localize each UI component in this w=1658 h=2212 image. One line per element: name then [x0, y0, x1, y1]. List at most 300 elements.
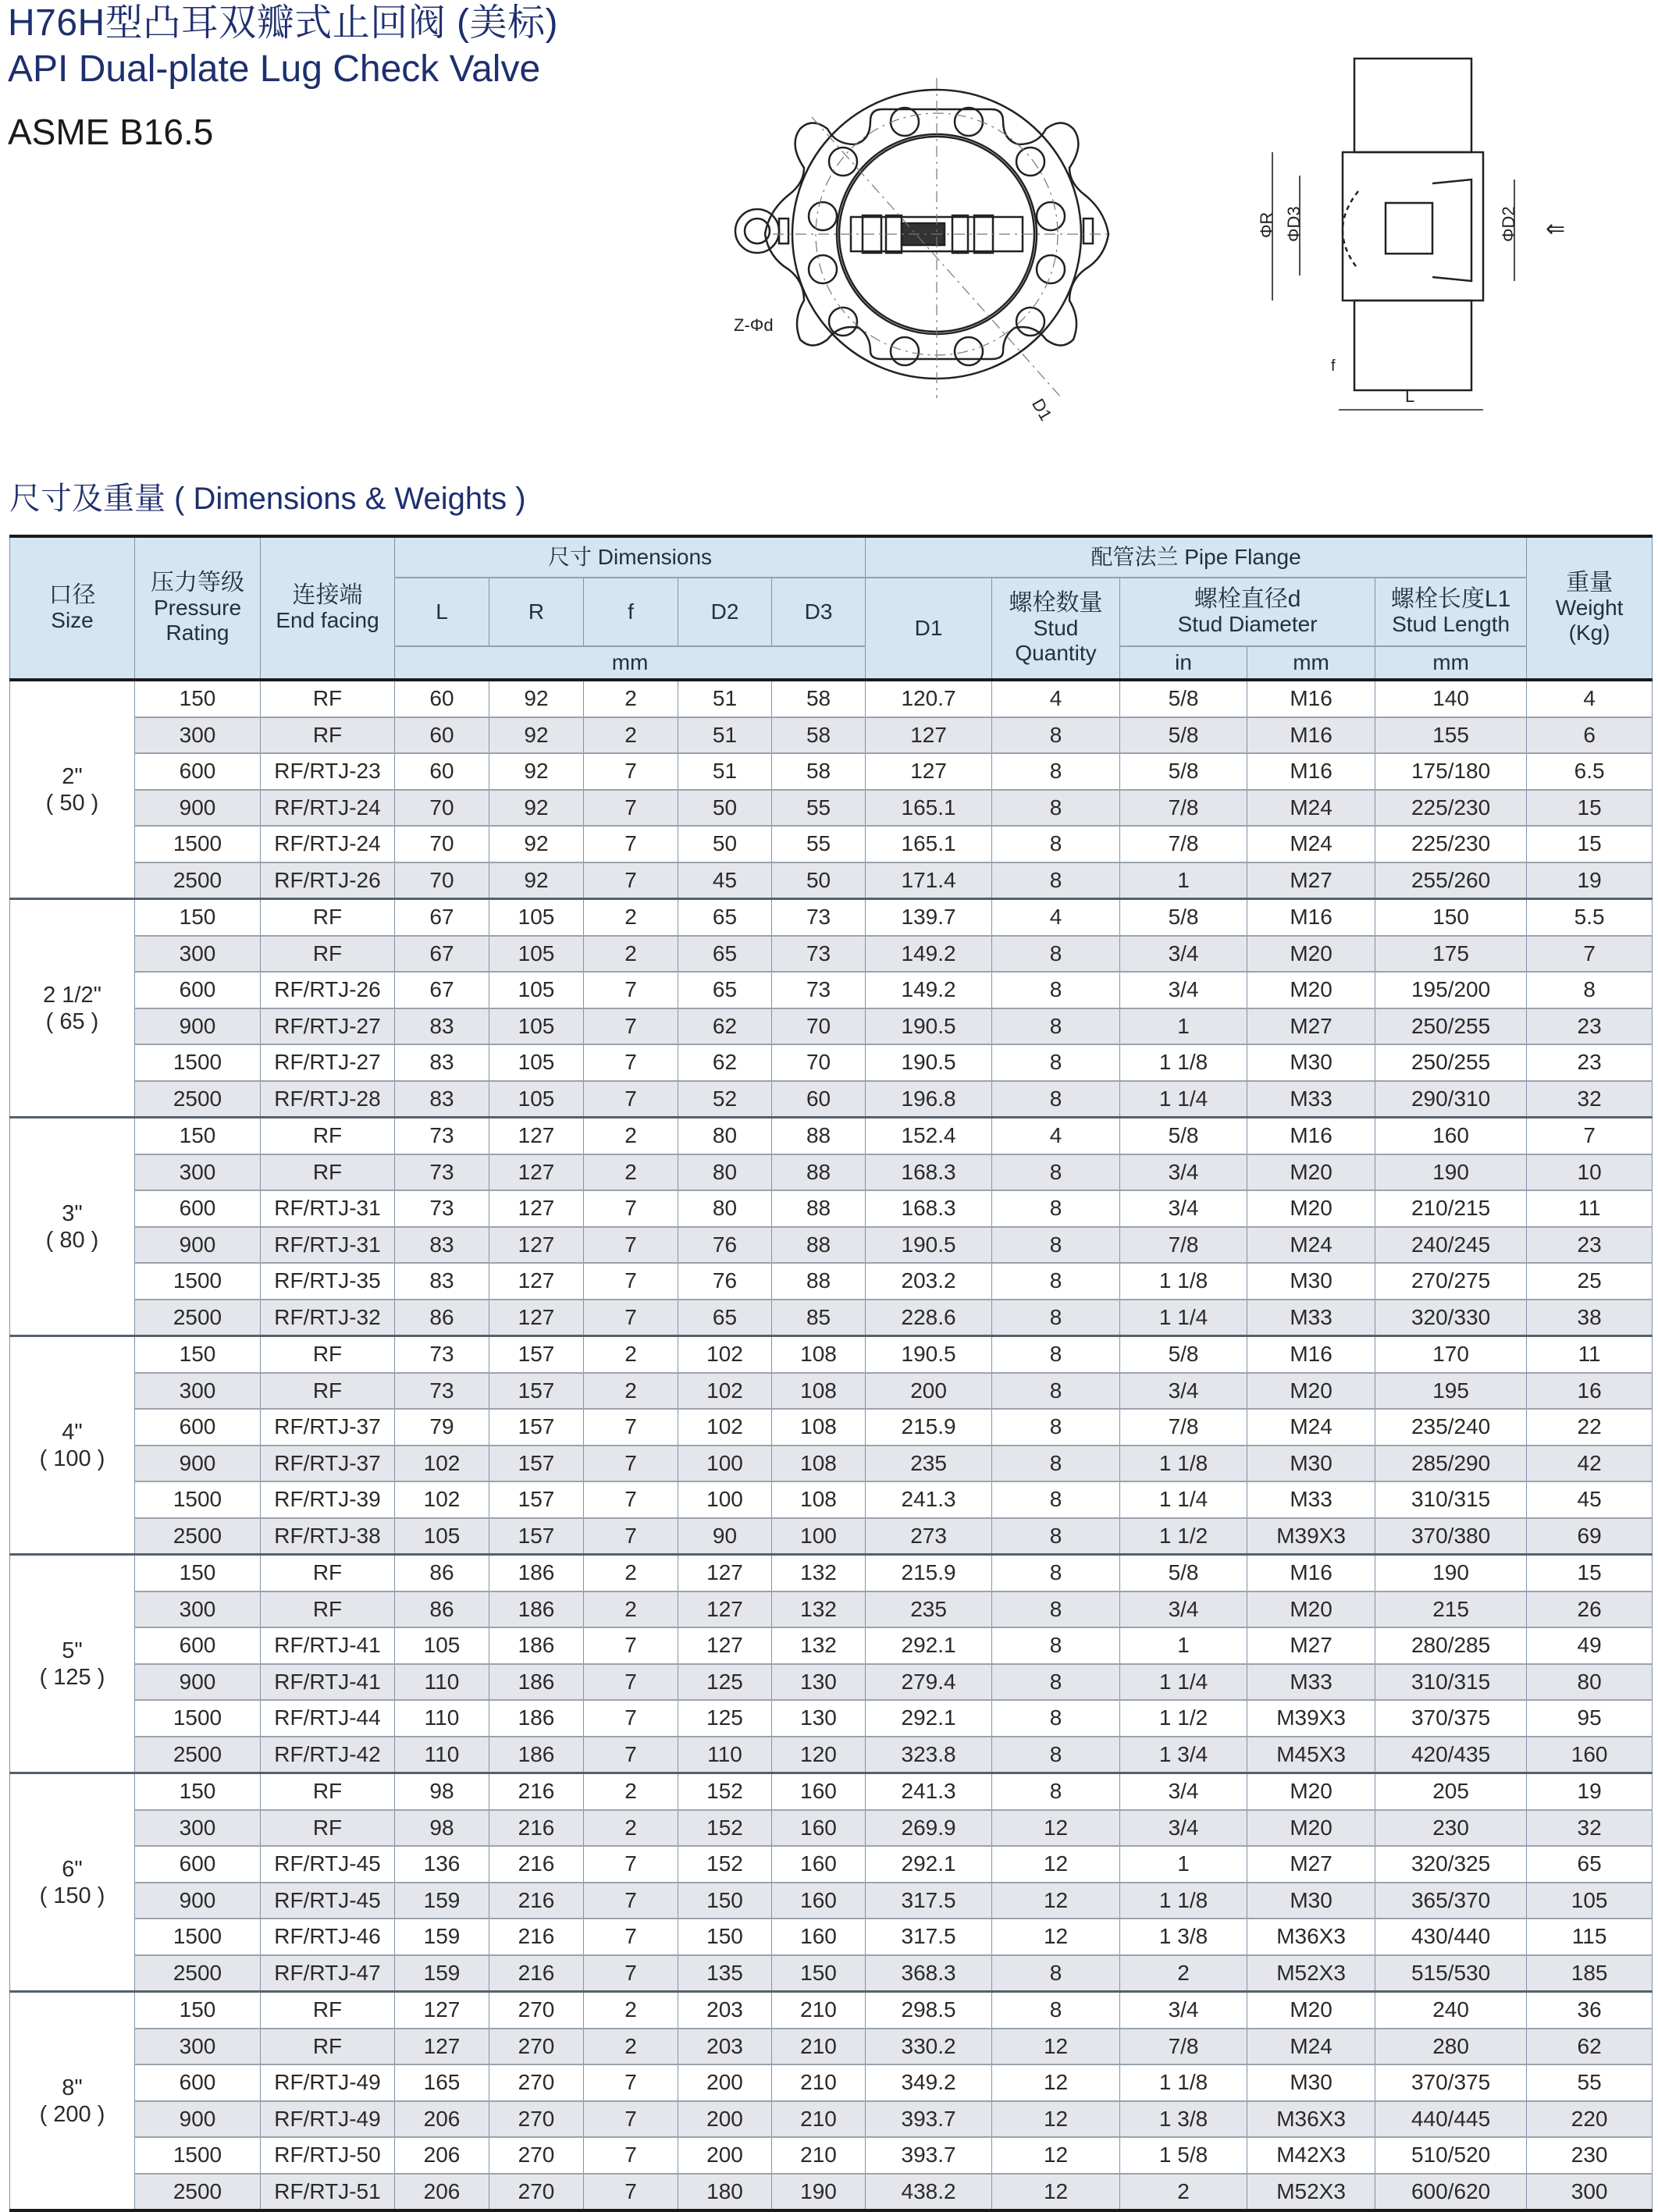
f-cell: 2 — [584, 1591, 678, 1628]
R-cell: 186 — [489, 1664, 584, 1701]
weight-cell: 19 — [1527, 862, 1653, 899]
D3-cell: 130 — [772, 1700, 866, 1737]
table-row — [10, 1081, 1653, 1118]
D1-cell: 165.1 — [866, 826, 992, 862]
header-stud-diameter: 螺栓直径d Stud Diameter — [1120, 578, 1375, 646]
D1-cell: 323.8 — [866, 1737, 992, 1773]
stud-dia-in-cell: 1 — [1120, 862, 1247, 899]
D2-cell: 76 — [678, 1227, 772, 1264]
stud-dia-in-cell: 3/4 — [1120, 1992, 1247, 2029]
f-cell: 2 — [584, 1773, 678, 1810]
D1-cell: 317.5 — [866, 1919, 992, 1955]
header-stud-length-unit: mm — [1375, 646, 1527, 680]
R-cell: 127 — [489, 1300, 584, 1336]
stud-quantity-cell: 8 — [992, 1591, 1120, 1628]
D2-cell: 150 — [678, 1883, 772, 1919]
stud-length-cell: 175/180 — [1375, 753, 1527, 790]
stud-length-cell: 280 — [1375, 2029, 1527, 2065]
stud-dia-mm-cell: M27 — [1247, 1846, 1375, 1883]
stud-dia-mm-cell: M20 — [1247, 1810, 1375, 1847]
D3-cell: 132 — [772, 1627, 866, 1664]
D2-cell: 125 — [678, 1700, 772, 1737]
R-cell: 186 — [489, 1555, 584, 1591]
dim-R-label: ΦR — [1257, 212, 1276, 238]
stud-quantity-cell: 8 — [992, 1227, 1120, 1264]
D1-cell: 368.3 — [866, 1955, 992, 1992]
stud-quantity-cell: 8 — [992, 1263, 1120, 1300]
pressure-rating-cell: 150 — [135, 1555, 261, 1591]
table-row — [10, 1373, 1653, 1410]
D3-cell: 210 — [772, 2137, 866, 2174]
D2-cell: 152 — [678, 1810, 772, 1847]
f-cell: 2 — [584, 680, 678, 717]
header-stud-quantity: 螺栓数量 Stud Quantity — [992, 578, 1120, 680]
D3-cell: 210 — [772, 2029, 866, 2065]
D3-cell: 60 — [772, 1081, 866, 1118]
f-cell: 7 — [584, 826, 678, 862]
D1-cell: 165.1 — [866, 790, 992, 827]
R-cell: 92 — [489, 717, 584, 754]
D2-cell: 102 — [678, 1409, 772, 1446]
L-cell: 73 — [395, 1154, 489, 1191]
f-cell: 7 — [584, 1446, 678, 1482]
end-facing-cell: RF/RTJ-39 — [261, 1481, 395, 1518]
D3-cell: 88 — [772, 1227, 866, 1264]
D2-cell: 52 — [678, 1081, 772, 1118]
stud-dia-in-cell: 5/8 — [1120, 1118, 1247, 1154]
f-cell: 7 — [584, 1846, 678, 1883]
pressure-rating-cell: 1500 — [135, 1700, 261, 1737]
D2-cell: 127 — [678, 1591, 772, 1628]
D2-cell: 51 — [678, 753, 772, 790]
stud-dia-in-cell: 1 — [1120, 1846, 1247, 1883]
stud-length-cell: 190 — [1375, 1154, 1527, 1191]
D1-cell: 292.1 — [866, 1700, 992, 1737]
end-facing-cell: RF/RTJ-35 — [261, 1263, 395, 1300]
R-cell: 270 — [489, 2174, 584, 2211]
stud-length-cell: 240/245 — [1375, 1227, 1527, 1264]
table-row — [10, 1008, 1653, 1045]
D3-cell: 210 — [772, 2064, 866, 2101]
stud-dia-in-cell: 3/4 — [1120, 936, 1247, 973]
f-cell: 7 — [584, 2174, 678, 2211]
L-cell: 73 — [395, 1190, 489, 1227]
R-cell: 216 — [489, 1955, 584, 1992]
weight-cell: 49 — [1527, 1627, 1653, 1664]
R-cell: 270 — [489, 2137, 584, 2174]
L-cell: 127 — [395, 1992, 489, 2029]
stud-dia-mm-cell: M24 — [1247, 2029, 1375, 2065]
f-cell: 2 — [584, 2029, 678, 2065]
stud-dia-mm-cell: M33 — [1247, 1664, 1375, 1701]
weight-cell: 26 — [1527, 1591, 1653, 1628]
D2-cell: 50 — [678, 826, 772, 862]
f-cell: 2 — [584, 1154, 678, 1191]
weight-cell: 32 — [1527, 1081, 1653, 1118]
weight-cell: 8 — [1527, 972, 1653, 1008]
L-cell: 206 — [395, 2174, 489, 2211]
stud-dia-mm-cell: M30 — [1247, 2064, 1375, 2101]
weight-cell: 15 — [1527, 1555, 1653, 1591]
stud-dia-mm-cell: M16 — [1247, 753, 1375, 790]
f-cell: 2 — [584, 1555, 678, 1591]
table-row — [10, 1154, 1653, 1191]
stud-length-cell: 210/215 — [1375, 1190, 1527, 1227]
R-cell: 186 — [489, 1737, 584, 1773]
weight-cell: 11 — [1527, 1336, 1653, 1373]
table-row — [10, 936, 1653, 973]
table-row — [10, 1955, 1653, 1992]
D3-cell: 73 — [772, 972, 866, 1008]
stud-dia-in-cell: 5/8 — [1120, 680, 1247, 717]
stud-length-cell: 175 — [1375, 936, 1527, 973]
stud-dia-mm-cell: M16 — [1247, 680, 1375, 717]
stud-length-cell: 225/230 — [1375, 826, 1527, 862]
f-cell: 7 — [584, 2064, 678, 2101]
pressure-rating-cell: 1500 — [135, 1044, 261, 1081]
weight-cell: 80 — [1527, 1664, 1653, 1701]
L-cell: 110 — [395, 1700, 489, 1737]
weight-cell: 45 — [1527, 1481, 1653, 1518]
stud-dia-mm-cell: M16 — [1247, 1118, 1375, 1154]
L-cell: 70 — [395, 790, 489, 827]
weight-cell: 42 — [1527, 1446, 1653, 1482]
table-row — [10, 1737, 1653, 1773]
table-row — [10, 1664, 1653, 1701]
weight-cell: 95 — [1527, 1700, 1653, 1737]
stud-quantity-cell: 8 — [992, 826, 1120, 862]
R-cell: 92 — [489, 826, 584, 862]
R-cell: 105 — [489, 1044, 584, 1081]
R-cell: 127 — [489, 1227, 584, 1264]
stud-dia-mm-cell: M36X3 — [1247, 2101, 1375, 2138]
pressure-rating-cell: 900 — [135, 2101, 261, 2138]
stud-quantity-cell: 8 — [992, 753, 1120, 790]
R-cell: 186 — [489, 1700, 584, 1737]
L-cell: 105 — [395, 1627, 489, 1664]
stud-quantity-cell: 8 — [992, 1737, 1120, 1773]
bolt-hole-label: Z-Φd — [734, 315, 774, 335]
end-facing-cell: RF/RTJ-37 — [261, 1409, 395, 1446]
stud-dia-mm-cell: M20 — [1247, 972, 1375, 1008]
pressure-rating-cell: 300 — [135, 1591, 261, 1628]
stud-dia-in-cell: 3/4 — [1120, 1154, 1247, 1191]
pressure-rating-cell: 300 — [135, 936, 261, 973]
pressure-rating-cell: 2500 — [135, 1737, 261, 1773]
title-chinese: H76H型凸耳双瓣式止回阀 (美标) — [8, 2, 559, 44]
stud-quantity-cell: 12 — [992, 1846, 1120, 1883]
L-cell: 86 — [395, 1591, 489, 1628]
f-cell: 7 — [584, 1409, 678, 1446]
pressure-rating-cell: 600 — [135, 1190, 261, 1227]
stud-dia-in-cell: 2 — [1120, 2174, 1247, 2211]
stud-length-cell: 270/275 — [1375, 1263, 1527, 1300]
weight-cell: 5.5 — [1527, 899, 1653, 936]
f-cell: 7 — [584, 2101, 678, 2138]
stud-length-cell: 215 — [1375, 1591, 1527, 1628]
D1-cell: 215.9 — [866, 1409, 992, 1446]
table-row — [10, 1992, 1653, 2029]
L-cell: 60 — [395, 753, 489, 790]
weight-cell: 300 — [1527, 2174, 1653, 2211]
R-cell: 92 — [489, 790, 584, 827]
R-cell: 105 — [489, 1081, 584, 1118]
stud-quantity-cell: 8 — [992, 1992, 1120, 2029]
table-row — [10, 717, 1653, 754]
table-row — [10, 1336, 1653, 1373]
D2-cell: 51 — [678, 680, 772, 717]
header-dimensions-group: 尺寸 Dimensions — [395, 536, 866, 578]
f-cell: 7 — [584, 1627, 678, 1664]
end-facing-cell: RF — [261, 1154, 395, 1191]
table-row — [10, 1591, 1653, 1628]
R-cell: 216 — [489, 1883, 584, 1919]
D2-cell: 80 — [678, 1190, 772, 1227]
pressure-rating-cell: 1500 — [135, 2137, 261, 2174]
size-cell: 3" ( 80 ) — [10, 1118, 135, 1336]
dim-D2-label: ΦD2 — [1499, 206, 1518, 242]
D3-cell: 108 — [772, 1481, 866, 1518]
R-cell: 270 — [489, 2101, 584, 2138]
f-cell: 7 — [584, 862, 678, 899]
stud-dia-in-cell: 1 1/8 — [1120, 1044, 1247, 1081]
weight-cell: 11 — [1527, 1190, 1653, 1227]
stud-dia-mm-cell: M39X3 — [1247, 1700, 1375, 1737]
stud-dia-mm-cell: M20 — [1247, 1373, 1375, 1410]
L-cell: 83 — [395, 1081, 489, 1118]
R-cell: 92 — [489, 753, 584, 790]
size-cell: 6" ( 150 ) — [10, 1773, 135, 1992]
weight-cell: 230 — [1527, 2137, 1653, 2174]
R-cell: 105 — [489, 936, 584, 973]
f-cell: 7 — [584, 972, 678, 1008]
D3-cell: 73 — [772, 899, 866, 936]
D3-cell: 85 — [772, 1300, 866, 1336]
stud-dia-mm-cell: M39X3 — [1247, 1518, 1375, 1555]
L-cell: 60 — [395, 717, 489, 754]
table-row — [10, 1810, 1653, 1847]
stud-length-cell: 370/380 — [1375, 1518, 1527, 1555]
f-cell: 7 — [584, 1919, 678, 1955]
stud-length-cell: 230 — [1375, 1810, 1527, 1847]
f-cell: 7 — [584, 1737, 678, 1773]
table-row — [10, 1481, 1653, 1518]
table-row — [10, 1263, 1653, 1300]
end-facing-cell: RF — [261, 1810, 395, 1847]
D1-cell: 190.5 — [866, 1227, 992, 1264]
D2-cell: 110 — [678, 1737, 772, 1773]
f-cell: 7 — [584, 1481, 678, 1518]
weight-cell: 65 — [1527, 1846, 1653, 1883]
stud-dia-mm-cell: M30 — [1247, 1263, 1375, 1300]
dim-D3-label: ΦD3 — [1284, 206, 1304, 242]
weight-cell: 7 — [1527, 936, 1653, 973]
L-cell: 60 — [395, 680, 489, 717]
stud-length-cell: 515/530 — [1375, 1955, 1527, 1992]
D2-cell: 50 — [678, 790, 772, 827]
stud-dia-in-cell: 1 1/4 — [1120, 1481, 1247, 1518]
L-cell: 98 — [395, 1810, 489, 1847]
R-cell: 216 — [489, 1810, 584, 1847]
table-row — [10, 2029, 1653, 2065]
flow-arrow-icon: ⇐ — [1546, 216, 1566, 242]
header-stud-dia-unit-in: in — [1120, 646, 1247, 680]
stud-quantity-cell: 12 — [992, 1883, 1120, 1919]
D3-cell: 58 — [772, 717, 866, 754]
D1-cell: 330.2 — [866, 2029, 992, 2065]
stud-length-cell: 420/435 — [1375, 1737, 1527, 1773]
stud-dia-mm-cell: M20 — [1247, 1154, 1375, 1191]
f-cell: 7 — [584, 1883, 678, 1919]
R-cell: 270 — [489, 2029, 584, 2065]
stud-dia-in-cell: 7/8 — [1120, 1409, 1247, 1446]
R-cell: 186 — [489, 1591, 584, 1628]
D2-cell: 200 — [678, 2064, 772, 2101]
table-row — [10, 1518, 1653, 1555]
D2-cell: 152 — [678, 1773, 772, 1810]
L-cell: 105 — [395, 1518, 489, 1555]
stud-dia-mm-cell: M30 — [1247, 1883, 1375, 1919]
header-D1: D1 — [866, 578, 992, 680]
end-facing-cell: RF — [261, 1992, 395, 2029]
D3-cell: 55 — [772, 826, 866, 862]
stud-length-cell: 280/285 — [1375, 1627, 1527, 1664]
end-facing-cell: RF — [261, 1773, 395, 1810]
stud-quantity-cell: 12 — [992, 2174, 1120, 2211]
stud-dia-in-cell: 1 1/8 — [1120, 2064, 1247, 2101]
weight-cell: 23 — [1527, 1227, 1653, 1264]
D3-cell: 70 — [772, 1008, 866, 1045]
table-row — [10, 826, 1653, 862]
D1-cell: 438.2 — [866, 2174, 992, 2211]
D2-cell: 45 — [678, 862, 772, 899]
stud-length-cell: 370/375 — [1375, 1700, 1527, 1737]
weight-cell: 15 — [1527, 790, 1653, 827]
end-facing-cell: RF/RTJ-47 — [261, 1955, 395, 1992]
header-stud-dia-unit-mm: mm — [1247, 646, 1375, 680]
stud-quantity-cell: 12 — [992, 2137, 1120, 2174]
size-cell: 2 1/2" ( 65 ) — [10, 899, 135, 1118]
pressure-rating-cell: 2500 — [135, 1300, 261, 1336]
stud-dia-in-cell: 1 — [1120, 1627, 1247, 1664]
f-cell: 7 — [584, 1664, 678, 1701]
stud-dia-in-cell: 7/8 — [1120, 826, 1247, 862]
end-facing-cell: RF/RTJ-45 — [261, 1846, 395, 1883]
D1-cell: 292.1 — [866, 1627, 992, 1664]
table-row — [10, 1409, 1653, 1446]
D2-cell: 100 — [678, 1446, 772, 1482]
table-row — [10, 2064, 1653, 2101]
end-facing-cell: RF/RTJ-44 — [261, 1700, 395, 1737]
end-facing-cell: RF/RTJ-51 — [261, 2174, 395, 2211]
stud-dia-in-cell: 1 1/8 — [1120, 1263, 1247, 1300]
D3-cell: 50 — [772, 862, 866, 899]
D1-cell: 200 — [866, 1373, 992, 1410]
stud-dia-mm-cell: M24 — [1247, 1409, 1375, 1446]
L-cell: 206 — [395, 2101, 489, 2138]
pressure-rating-cell: 900 — [135, 1446, 261, 1482]
L-cell: 159 — [395, 1955, 489, 1992]
stud-dia-in-cell: 3/4 — [1120, 1373, 1247, 1410]
front-view-drawing — [726, 31, 1210, 453]
weight-cell: 220 — [1527, 2101, 1653, 2138]
stud-length-cell: 290/310 — [1375, 1081, 1527, 1118]
R-cell: 270 — [489, 2064, 584, 2101]
stud-length-cell: 365/370 — [1375, 1883, 1527, 1919]
stud-dia-mm-cell: M33 — [1247, 1300, 1375, 1336]
L-cell: 83 — [395, 1044, 489, 1081]
end-facing-cell: RF/RTJ-49 — [261, 2101, 395, 2138]
stud-quantity-cell: 8 — [992, 1081, 1120, 1118]
header-pipe-flange-group: 配管法兰 Pipe Flange — [866, 536, 1527, 578]
stud-length-cell: 140 — [1375, 680, 1527, 717]
pressure-rating-cell: 600 — [135, 1627, 261, 1664]
end-facing-cell: RF — [261, 1591, 395, 1628]
table-row — [10, 2174, 1653, 2211]
D1-cell: 235 — [866, 1446, 992, 1482]
stud-quantity-cell: 8 — [992, 1518, 1120, 1555]
header-D2: D2 — [678, 578, 772, 646]
weight-cell: 38 — [1527, 1300, 1653, 1336]
stud-dia-in-cell: 7/8 — [1120, 1227, 1247, 1264]
stud-quantity-cell: 8 — [992, 1446, 1120, 1482]
f-cell: 7 — [584, 1227, 678, 1264]
D3-cell: 88 — [772, 1154, 866, 1191]
L-cell: 67 — [395, 972, 489, 1008]
f-cell: 7 — [584, 790, 678, 827]
f-cell: 2 — [584, 1118, 678, 1154]
end-facing-cell: RF — [261, 936, 395, 973]
stud-quantity-cell: 8 — [992, 1373, 1120, 1410]
f-cell: 7 — [584, 1700, 678, 1737]
pressure-rating-cell: 600 — [135, 1846, 261, 1883]
stud-dia-in-cell: 1 1/8 — [1120, 1883, 1247, 1919]
stud-dia-mm-cell: M30 — [1247, 1044, 1375, 1081]
stud-length-cell: 225/230 — [1375, 790, 1527, 827]
D1-cell: 120.7 — [866, 680, 992, 717]
stud-dia-in-cell: 3/4 — [1120, 1773, 1247, 1810]
stud-quantity-cell: 4 — [992, 680, 1120, 717]
header-D3: D3 — [772, 578, 866, 646]
stud-dia-in-cell: 5/8 — [1120, 1555, 1247, 1591]
stud-length-cell: 240 — [1375, 1992, 1527, 2029]
pressure-rating-cell: 150 — [135, 1118, 261, 1154]
stud-quantity-cell: 8 — [992, 1481, 1120, 1518]
pressure-rating-cell: 900 — [135, 1664, 261, 1701]
stud-quantity-cell: 8 — [992, 1044, 1120, 1081]
f-cell: 2 — [584, 1992, 678, 2029]
weight-cell: 16 — [1527, 1373, 1653, 1410]
header-pressure-rating: 压力等级 Pressure Rating — [135, 536, 261, 680]
header-L: L — [395, 578, 489, 646]
D1-cell: 241.3 — [866, 1773, 992, 1810]
stud-quantity-cell: 8 — [992, 1700, 1120, 1737]
size-cell: 5" ( 125 ) — [10, 1555, 135, 1773]
pressure-rating-cell: 300 — [135, 1373, 261, 1410]
pressure-rating-cell: 900 — [135, 790, 261, 827]
D2-cell: 62 — [678, 1044, 772, 1081]
end-facing-cell: RF/RTJ-26 — [261, 972, 395, 1008]
table-row — [10, 1300, 1653, 1336]
weight-cell: 6.5 — [1527, 753, 1653, 790]
D1-cell: 196.8 — [866, 1081, 992, 1118]
L-cell: 79 — [395, 1409, 489, 1446]
side-view-drawing — [1257, 27, 1600, 449]
f-cell: 7 — [584, 1190, 678, 1227]
D1-cell: 279.4 — [866, 1664, 992, 1701]
stud-quantity-cell: 8 — [992, 936, 1120, 973]
table-row — [10, 899, 1653, 936]
